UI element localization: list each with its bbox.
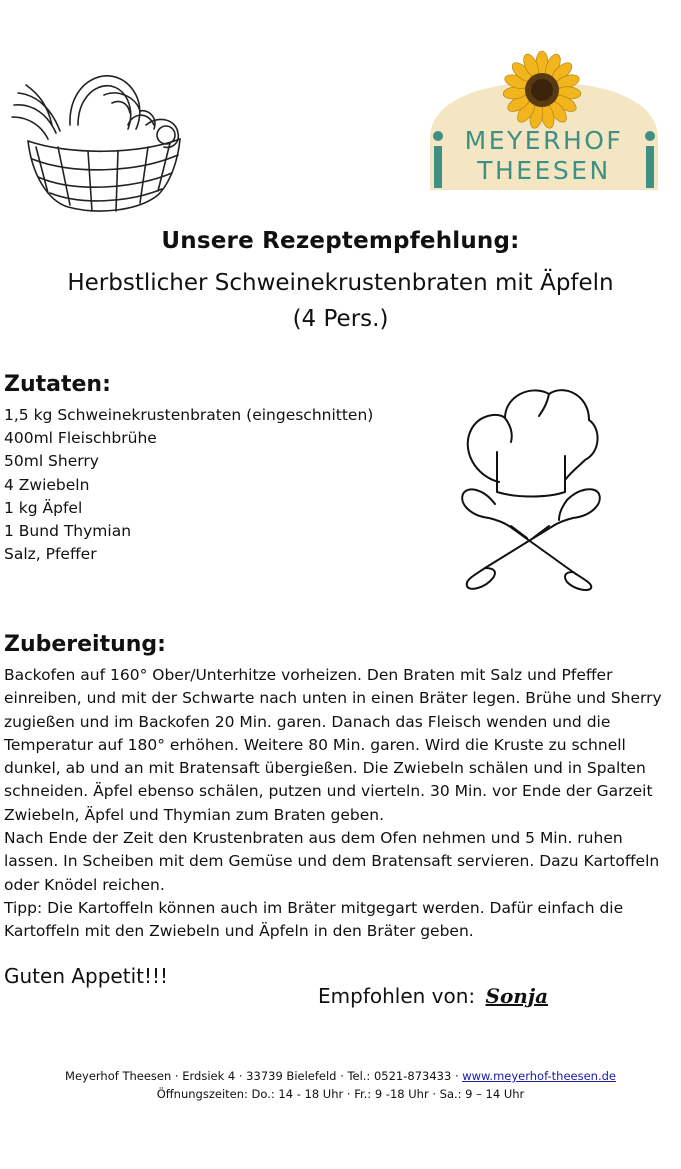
list-item: 400ml Fleischbrühe bbox=[4, 429, 157, 448]
recipe-name: Herbstlicher Schweinekrustenbraten mit Äpfeln bbox=[67, 270, 614, 296]
footer-hours: Öffnungszeiten: Do.: 14 - 18 Uhr · Fr.: 9 -18 Uhr · Sa.: 9 – 14 Uhr bbox=[156, 1087, 525, 1101]
preparation-paragraph-2: Nach Ende der Zeit den Krustenbraten aus dem Ofen nehmen und 5 Min. ruhen lassen. In Scheiben mit dem Gemüse und dem Bratensaft servieren. Dazu Kartoffeln oder Knödel reichen. bbox=[4, 829, 660, 894]
chef-hat-crossed-spoons-icon bbox=[455, 380, 605, 592]
recipe-servings: (4 Pers.) bbox=[292, 306, 389, 332]
logo-line1: MEYERHOF bbox=[464, 126, 624, 155]
recipe-title: Unsere Rezeptempfehlung: bbox=[161, 228, 520, 254]
ingredients-list bbox=[4, 404, 373, 566]
list-item: Salz, Pfeffer bbox=[4, 545, 97, 564]
recommended-by bbox=[318, 984, 548, 1008]
ingredients-heading: Zutaten: bbox=[4, 372, 111, 397]
list-item: 4 Zwiebeln bbox=[4, 475, 90, 494]
footer-address: Meyerhof Theesen · Erdsiek 4 · 33739 Bielefeld · Tel.: 0521-873433 · bbox=[65, 1069, 459, 1083]
list-item: 1,5 kg Schweinekrustenbraten (eingeschnitten) bbox=[4, 406, 374, 424]
preparation-tip: Tipp: Die Kartoffeln können auch im Bräter mitgegart werden. Dafür einfach die Kartoffeln mit den Zwiebeln und Äpfeln in den Bräter geben. bbox=[4, 898, 624, 941]
website-link[interactable]: www.meyerhof-theesen.de bbox=[462, 1069, 616, 1083]
recipe-subtitle bbox=[0, 265, 681, 337]
list-item: 1 kg Äpfel bbox=[4, 498, 83, 517]
vegetable-basket-illustration bbox=[8, 55, 188, 215]
list-item: 1 Bund Thymian bbox=[4, 522, 132, 541]
preparation-paragraph-1: Backofen auf 160° Ober/Unterhitze vorheizen. Den Braten mit Salz und Pfeffer einreiben, und mit der Schwarte nach unten in einen Bräter legen. Brühe und Sherry zugießen und im Backofen 20 Min. garen. Danach das Fleisch wenden und die Temperatur auf 180° erhöhen. Weitere 80 Min. garen. Wird die Kruste zu schnell dunkel, ab und an mit Bratensaft übergießen. Die Zwiebeln schälen und in Spalten schneiden. Äpfel ebenso schälen, putzen und vierteln. 30 Min. vor Ende der Garzeit Zwiebeln, Äpfel und Thymian zum Braten geben. bbox=[4, 666, 662, 824]
recommended-label: Empfohlen von: bbox=[318, 984, 476, 1008]
list-item: 50ml Sherry bbox=[4, 452, 99, 471]
meyerhof-logo bbox=[428, 50, 660, 192]
preparation-text bbox=[4, 664, 672, 944]
closing-appetit: Guten Appetit!!! bbox=[4, 964, 169, 988]
logo-line2: THEESEN bbox=[477, 156, 611, 185]
signature: Sonja bbox=[485, 984, 549, 1008]
footer-address-line bbox=[0, 1068, 681, 1085]
preparation-heading: Zubereitung: bbox=[4, 632, 166, 657]
